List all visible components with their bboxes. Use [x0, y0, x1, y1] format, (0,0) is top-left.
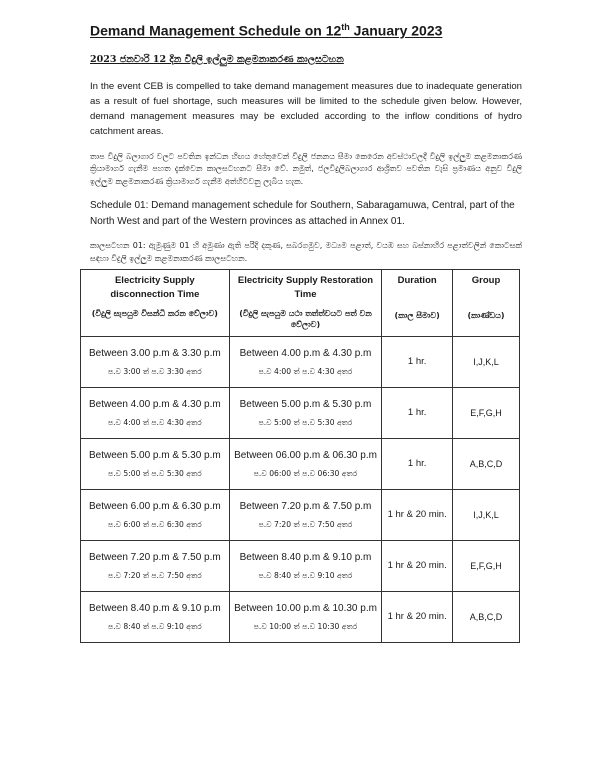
intro-paragraph-sinhala: තාප විදුලි බලාගාර වලට පවතින ඉන්ධන හිඟය හේතුවෙන් විදුලි ජනනය සීමා කෙරෙන අවස්ථාවලදී විදුලි ඉල්ලුම කළමනාකරණ ක්‍රියාමාර්ග ගැනීම පහත දැක්වෙන කාලසටහනට සීමා වේ. නමුත්, ජලවිදුලිබලාගාර ආශ්‍රිතව පවතින වැසි ප්‍රමාණය අනුව විදුලි ඉල්ලුම කළමනාකරණ ක්‍රියාමාර්ග ගැනීම අත්හිටවනු ලැබිය හැක. [90, 151, 522, 186]
disconnection-time-cell: Between 5.00 p.m & 5.30 p.m ප.ව 5:00 ත් ප.ව 5:30 අතර [81, 439, 230, 490]
restoration-time-cell: Between 4.00 p.m & 4.30 p.m ප.ව 4:00 ත් ප.ව 4:30 අතර [229, 337, 382, 388]
disconnection-time-cell: Between 6.00 p.m & 6.30 p.m ප.ව 6:00 ත් ප.ව 6:30 අතර [81, 490, 230, 541]
duration-cell: 1 hr & 20 min. [382, 541, 453, 592]
disconnection-time-cell: Between 4.00 p.m & 4.30 p.m ප.ව 4:00 ත් ප.ව 4:30 අතර [81, 388, 230, 439]
group-cell: I,J,K,L [453, 490, 520, 541]
table-row [81, 541, 520, 592]
table-row [81, 388, 520, 439]
group-cell: A,B,C,D [453, 439, 520, 490]
duration-cell: 1 hr & 20 min. [382, 490, 453, 541]
table-row [81, 592, 520, 643]
header-group: Group (කාණ්ඩය) [453, 270, 520, 337]
duration-cell: 1 hr. [382, 337, 453, 388]
duration-cell: 1 hr & 20 min. [382, 592, 453, 643]
restoration-time-cell: Between 8.40 p.m & 9.10 p.m ප.ව 8:40 ත් ප.ව 9:10 අතර [229, 541, 382, 592]
disconnection-time-cell: Between 7.20 p.m & 7.50 p.m ප.ව 7:20 ත් ප.ව 7:50 අතර [81, 541, 230, 592]
restoration-time-cell: Between 7.20 p.m & 7.50 p.m ප.ව 7:20 ත් ප.ව 7:50 අතර [229, 490, 382, 541]
disconnection-time-cell: Between 3.00 p.m & 3.30 p.m ප.ව 3:00 ත් ප.ව 3:30 අතර [81, 337, 230, 388]
page-title: Demand Management Schedule on 12th January 2023 [90, 22, 443, 39]
duration-cell: 1 hr. [382, 388, 453, 439]
group-cell: E,F,G,H [453, 388, 520, 439]
restoration-time-cell: Between 10.00 p.m & 10.30 p.m ප.ව 10:00 ත් ප.ව 10:30 අතර [229, 592, 382, 643]
schedule-description-sinhala: කාලසටහන 01: ඇමුණුම 01 හි අමුණා ඇති පරිදි දකුණ, සබරගමුව, මධ්‍යම පළාත්, වයඹ සහ බස්නාහිර පළාත්වලින් කොටසක් සඳහා විදුලි ඉල්ලුම කළමනාකරණ කාලසටහන. [90, 241, 522, 263]
duration-cell: 1 hr. [382, 439, 453, 490]
schedule-table [80, 269, 520, 643]
header-duration: Duration (කාල සීමාව) [382, 270, 453, 337]
group-cell: E,F,G,H [453, 541, 520, 592]
header-disconnection-time: Electricity Supply disconnection Time (විදුලි සැපයුම විසන්ධි කරන වේලාව) [81, 270, 230, 337]
restoration-time-cell: Between 06.00 p.m & 06.30 p.m ප.ව 06:00 ත් ප.ව 06:30 අතර [229, 439, 382, 490]
document-body [90, 18, 522, 275]
restoration-time-cell: Between 5.00 p.m & 5.30 p.m ප.ව 5:00 ත් ප.ව 5:30 අතර [229, 388, 382, 439]
schedule-description-english: Schedule 01: Demand management schedule for Southern, Sabaragamuwa, Central, part of the North West and part of the Western provinces as attached in Annex 01. [90, 200, 515, 228]
intro-paragraph-english: In the event CEB is compelled to take demand management measures due to inadequate generation as a result of fuel shortage, such measures will be limited to the schedule given below. However, demand management measures may be excluded according to the inflow conditions of hydro catchment areas. [90, 80, 522, 137]
sinhala-subtitle: 2023 ජනවාරි 12 දින විදුලි ඉල්ලුම කළමනාකරණ කාලසටහන [90, 53, 344, 65]
group-cell: I,J,K,L [453, 337, 520, 388]
group-cell: A,B,C,D [453, 592, 520, 643]
table-row [81, 439, 520, 490]
table-row [81, 490, 520, 541]
table-header-row [81, 270, 520, 337]
disconnection-time-cell: Between 8.40 p.m & 9.10 p.m ප.ව 8:40 ත් ප.ව 9:10 අතර [81, 592, 230, 643]
header-restoration-time: Electricity Supply Restoration Time (විදුලි සැපයුම යථා තත්ත්වයට පත් වන වේලාව) [229, 270, 382, 337]
table-row [81, 337, 520, 388]
